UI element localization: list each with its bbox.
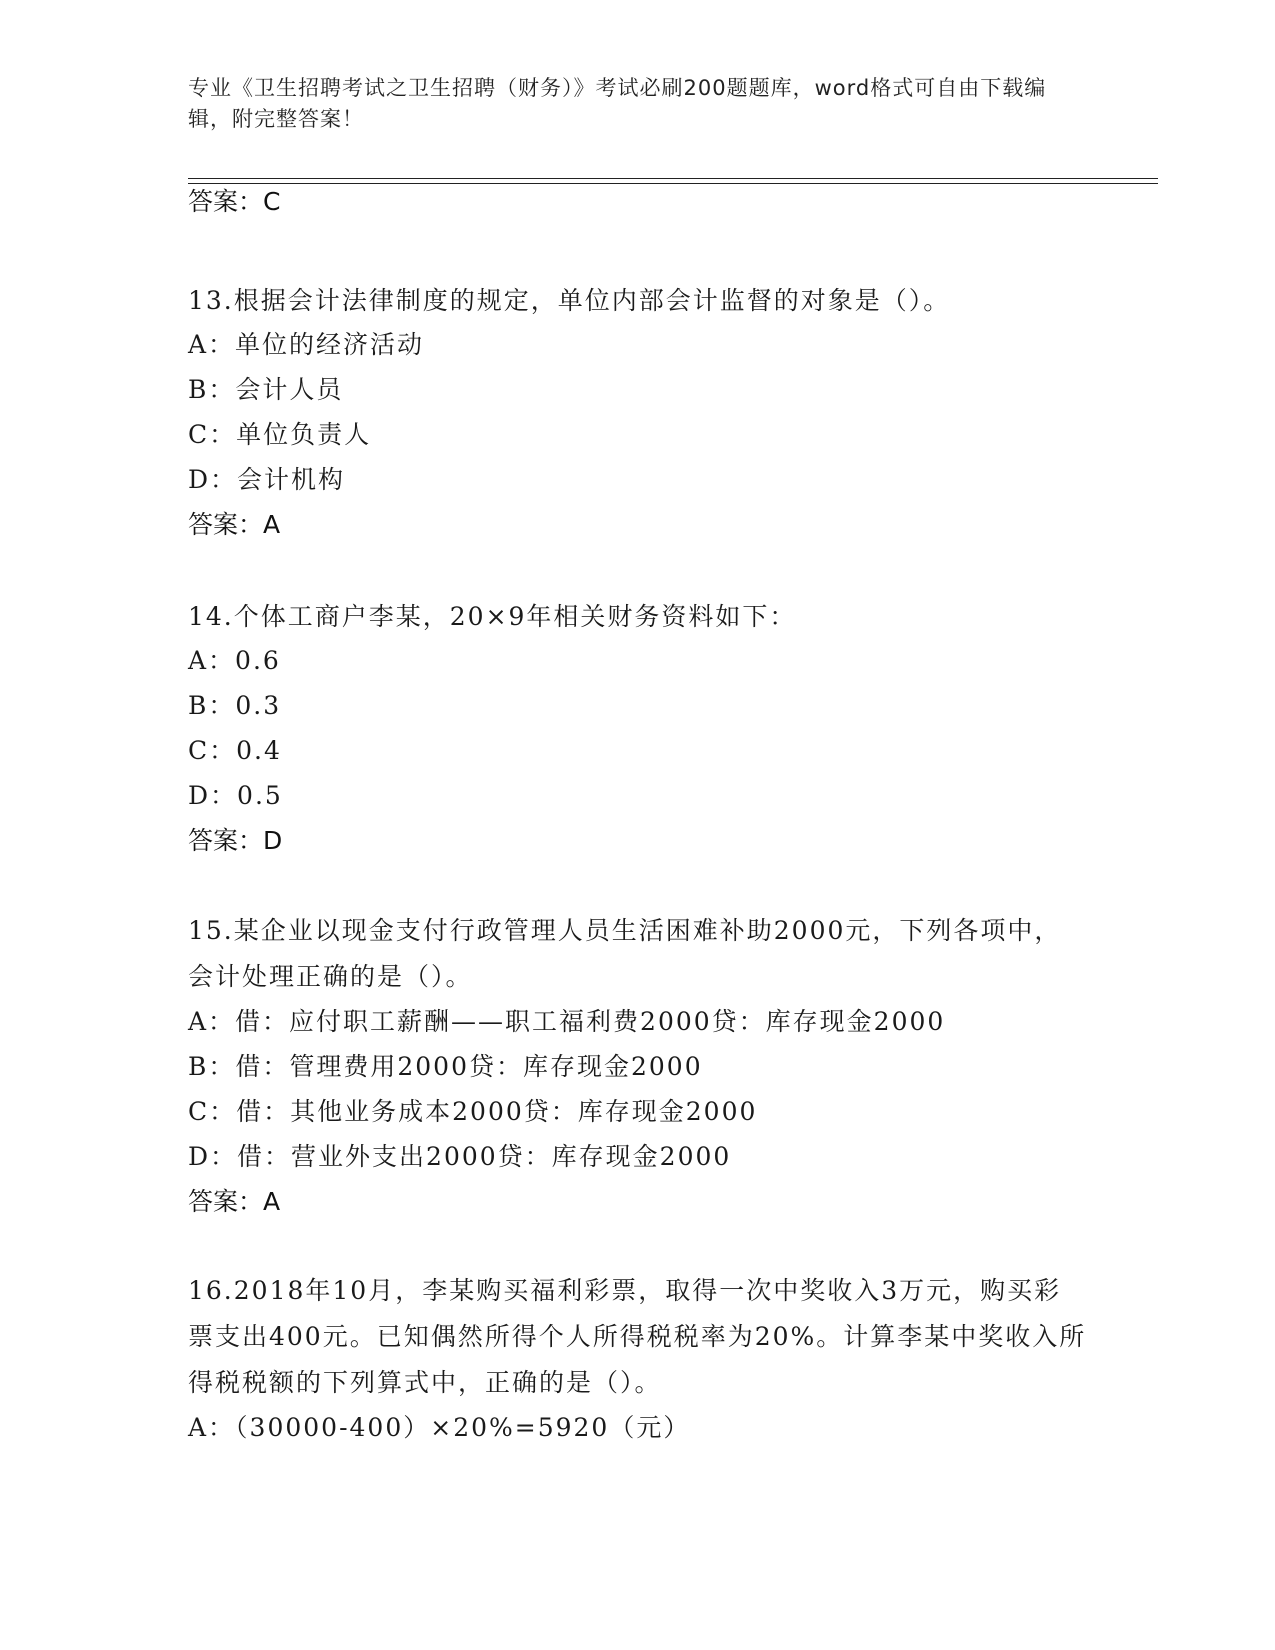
question-14-option-d: D：0.5 [188, 781, 283, 810]
question-16-option-a: A：（30000-400）×20%=5920（元） [188, 1413, 691, 1442]
question-16-stem: 16.2018年10月，李某购买福利彩票，取得一次中奖收入3万元，购买彩票支出400元。已知偶然所得个人所得税税率为20%。计算李某中奖收入所得税税额的下列算式中，正确的是（）。 [188, 1276, 1087, 1397]
question-15-option-c: C：借：其他业务成本2000贷：库存现金2000 [188, 1097, 758, 1126]
question-14-option-c: C：0.4 [188, 736, 282, 765]
question-14-stem: 14.个体工商户李某，20×9年相关财务资料如下： [188, 602, 797, 631]
question-13-stem: 13.根据会计法律制度的规定，单位内部会计监督的对象是（）。 [188, 286, 951, 315]
page-header: 专业《卫生招聘考试之卫生招聘（财务）》考试必刷200题题库，word格式可自由下载编辑，附完整答案！ [188, 76, 1047, 131]
question-15-option-b: B：借：管理费用2000贷：库存现金2000 [188, 1052, 703, 1081]
question-15-answer: 答案：A [188, 1187, 281, 1216]
question-14-answer: 答案：D [188, 826, 283, 855]
question-13-option-a: A：单位的经济活动 [188, 330, 425, 359]
question-15-option-d: D：借：营业外支出2000贷：库存现金2000 [188, 1142, 732, 1171]
question-13-option-c: C：单位负责人 [188, 420, 372, 449]
question-13-option-d: D：会计机构 [188, 465, 346, 494]
question-13-option-b: B：会计人员 [188, 375, 344, 404]
question-14-option-a: A：0.6 [188, 646, 281, 675]
header-divider-second [188, 183, 1158, 184]
question-15-stem: 15.某企业以现金支付行政管理人员生活困难补助2000元，下列各项中，会计处理正确的是（）。 [188, 916, 1062, 991]
question-14-option-b: B：0.3 [188, 691, 282, 720]
question-13-answer: 答案：A [188, 510, 281, 539]
header-divider [188, 178, 1158, 179]
answer-prev: 答案：C [188, 187, 281, 216]
question-15-option-a: A：借：应付职工薪酬——职工福利费2000贷：库存现金2000 [188, 1007, 946, 1036]
